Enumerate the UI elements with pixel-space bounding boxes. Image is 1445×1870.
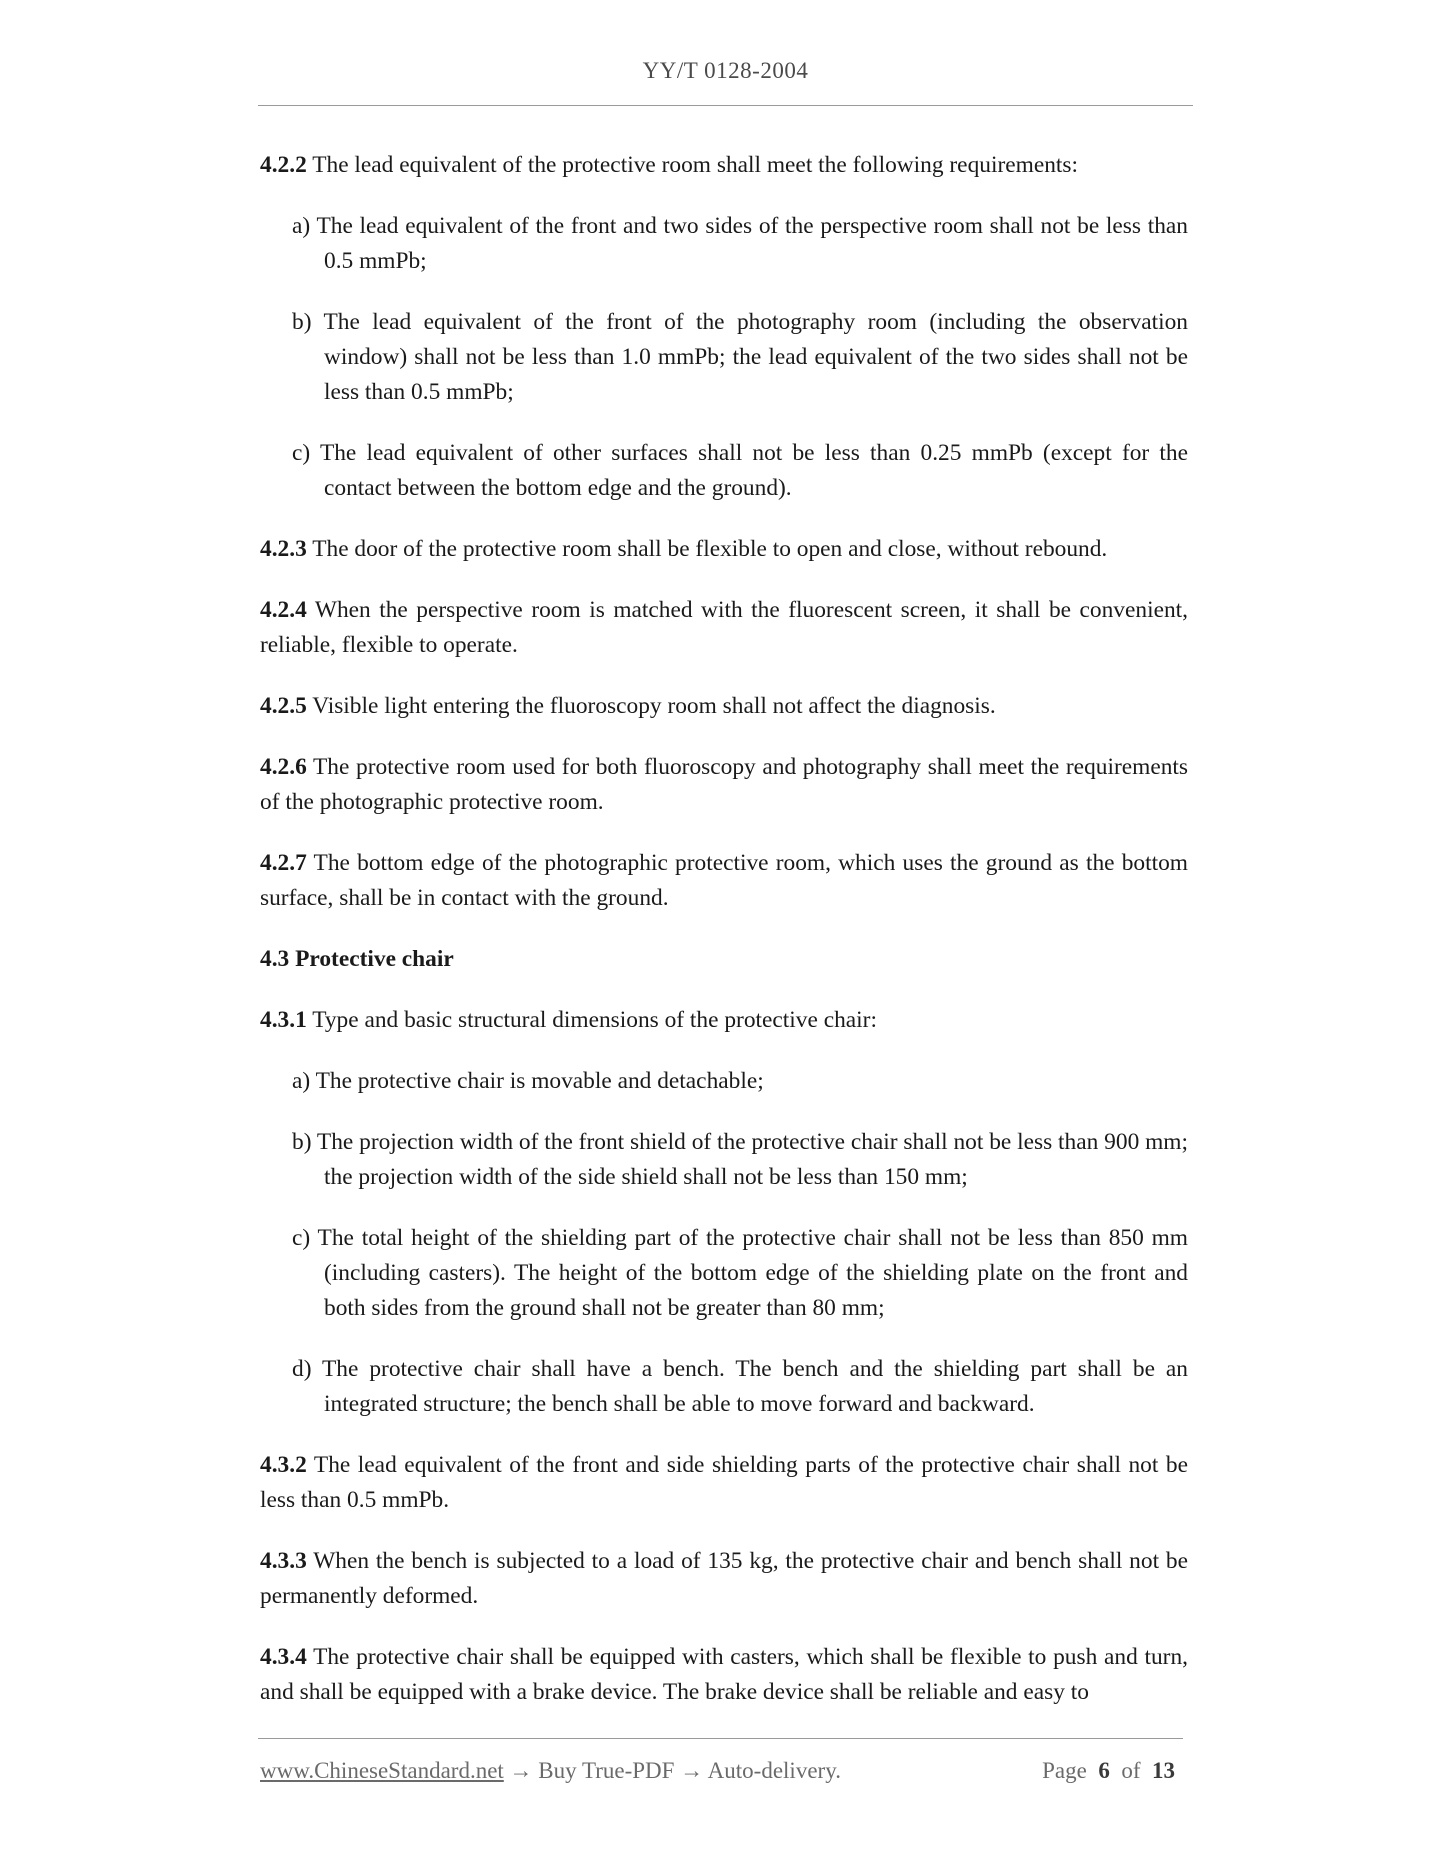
clause-4-2-2	[260, 148, 1188, 183]
clause-4-2-3	[260, 532, 1188, 567]
clause-number: 4.3.3	[260, 1548, 307, 1574]
list-item-a: a) The lead equivalent of the front and two sides of the perspective room shall not be less than 0.5 mmPb;	[292, 213, 1188, 274]
document-body	[260, 148, 1188, 1736]
auto-delivery-text: Auto-delivery.	[707, 1758, 841, 1783]
clause-number: 4.2.6	[260, 754, 307, 780]
clause-4-2-7	[260, 846, 1188, 916]
list-item-d: d) The protective chair shall have a bench. The bench and the shielding part shall be an integrated structure; the bench shall be able to move forward and backward.	[292, 1356, 1188, 1417]
header-divider	[258, 105, 1193, 106]
clause-4-3-3	[260, 1544, 1188, 1614]
list-item-b: b) The lead equivalent of the front of the photography room (including the observation window) shall not be less than 1.0 mmPb; the lead equivalent of the two sides shall not be less than 0.5 mmPb;	[292, 309, 1188, 405]
clause-number: 4.3.4	[260, 1644, 307, 1670]
clause-4-2-5	[260, 689, 1188, 724]
page-label: Page	[1042, 1758, 1087, 1783]
clause-number: 4.2.4	[260, 597, 307, 623]
document-code-header: YY/T 0128-2004	[642, 58, 809, 83]
clause-text: The lead equivalent of the protective room shall meet the following requirements:	[306, 152, 1078, 178]
section-heading-4-3: 4.3 Protective chair	[260, 946, 454, 972]
clause-text: The protective room used for both fluoroscopy and photography shall meet the requirements of the photographic protective room.	[260, 754, 1188, 815]
clause-text: The lead equivalent of the front and side shielding parts of the protective chair shall not be less than 0.5 mmPb.	[260, 1452, 1188, 1513]
clause-number: 4.2.3	[260, 536, 307, 562]
clause-number: 4.2.2	[260, 152, 307, 178]
arrow-icon: →	[674, 1758, 708, 1783]
footer-promo	[260, 1758, 841, 1784]
buy-pdf-text: Buy True-PDF	[538, 1758, 675, 1783]
clause-text: The protective chair shall be equipped with casters, which shall be flexible to push and turn, and shall be equipped with a brake device. The brake device shall be reliable and easy to	[260, 1644, 1188, 1705]
clause-text: When the perspective room is matched with the fluorescent screen, it shall be convenient, reliable, flexible to operate.	[260, 597, 1188, 658]
current-page: 6	[1098, 1758, 1110, 1783]
list-item-c: c) The lead equivalent of other surfaces shall not be less than 0.25 mmPb (except for the contact between the bottom edge and the ground).	[292, 440, 1188, 501]
clause-number: 4.2.7	[260, 850, 307, 876]
clause-text: The bottom edge of the photographic protective room, which uses the ground as the bottom surface, shall be in contact with the ground.	[260, 850, 1188, 911]
clause-text: The door of the protective room shall be flexible to open and close, without rebound.	[306, 536, 1108, 562]
list-item-b: b) The projection width of the front shield of the protective chair shall not be less than 900 mm; the projection width of the side shield shall not be less than 150 mm;	[292, 1129, 1188, 1190]
of-label: of	[1121, 1758, 1141, 1783]
total-pages: 13	[1152, 1758, 1175, 1783]
list-item-c: c) The total height of the shielding part of the protective chair shall not be less than 850 mm (including casters). The height of the bottom edge of the shielding plate on the front and both sides from the ground shall not be greater than 80 mm;	[292, 1225, 1188, 1321]
clause-4-3-4	[260, 1640, 1188, 1710]
page-number	[1042, 1758, 1175, 1784]
clause-number: 4.2.5	[260, 693, 307, 719]
clause-text: Visible light entering the fluoroscopy room shall not affect the diagnosis.	[306, 693, 996, 719]
clause-text: Type and basic structural dimensions of the protective chair:	[306, 1007, 877, 1033]
clause-4-2-6	[260, 750, 1188, 820]
footer-divider	[258, 1738, 1183, 1739]
clause-text: When the bench is subjected to a load of 135 kg, the protective chair and bench shall not be permanently deformed.	[260, 1548, 1188, 1609]
clause-number: 4.3.1	[260, 1007, 307, 1033]
clause-4-3-2	[260, 1448, 1188, 1518]
website-link[interactable]: www.ChineseStandard.net	[260, 1758, 504, 1783]
clause-4-2-4	[260, 593, 1188, 663]
arrow-icon: →	[503, 1758, 539, 1783]
clause-4-3-1	[260, 1003, 1188, 1038]
clause-number: 4.3.2	[260, 1452, 307, 1478]
list-item-a: a) The protective chair is movable and detachable;	[292, 1068, 764, 1094]
